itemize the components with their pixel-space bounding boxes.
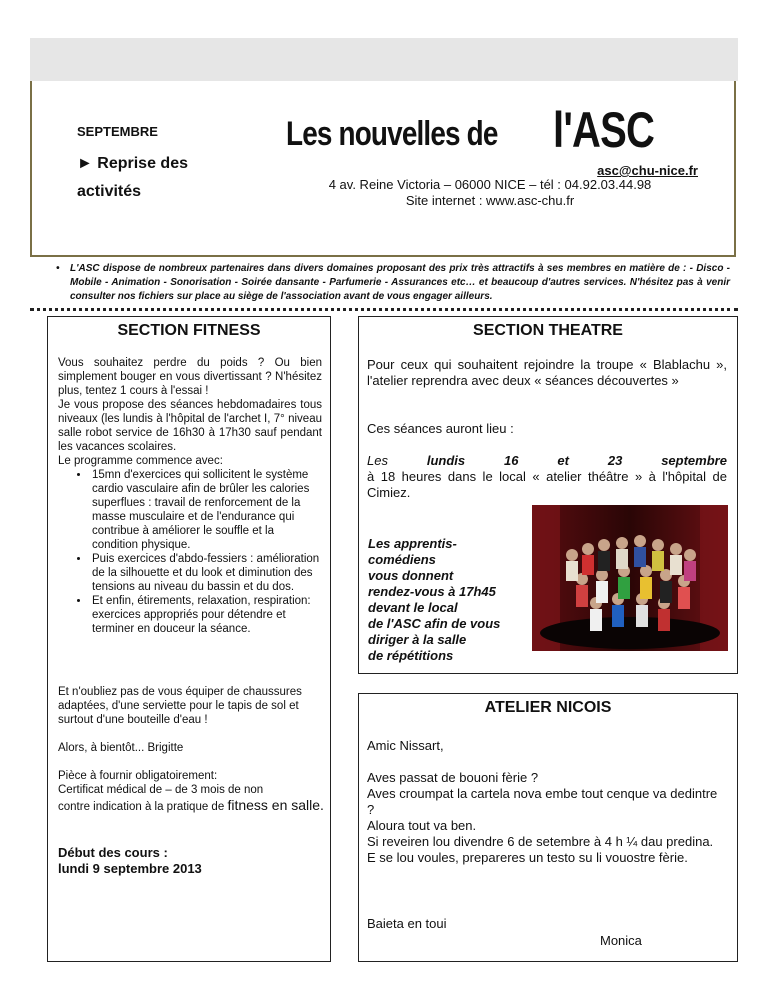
nicois-closing: Baieta en toui bbox=[367, 916, 447, 931]
dotted-divider bbox=[30, 308, 738, 311]
nicois-line: Aves passat de bouoni fèrie ? bbox=[367, 770, 539, 785]
nicois-greeting: Amic Nissart, bbox=[367, 738, 444, 753]
fitness-p3: Le programme commence avec: bbox=[58, 455, 223, 467]
documents-line-2a: contre indication à la pratique de bbox=[58, 801, 225, 813]
intro-text: L'ASC dispose de nombreux partenaires dans divers domaines proposant des prix très attractifs à ses membres en matière de : - Disco - Mobile - Animation - Sonorisation - Soirée dansante - Parfumerie - Assurances etc… et beaucoup d'autres services. N'hésitez pas à venir consulter nos fichiers sur place au siège de l'association avant de vous engager ailleurs. bbox=[70, 263, 730, 302]
nicois-line: Aves croumpat la cartela nova embe tout cenque va dedintre ? bbox=[367, 786, 718, 817]
fitness-p2: Je vous propose des séances hebdomadaires tous niveaux (les lundis à l'hôpital de l'archet I, 7° niveau salle robot service de 16h30 à 17h30 sauf pendant les vacances scolaires. bbox=[58, 399, 322, 453]
bullet-dot-icon: • bbox=[56, 263, 60, 274]
website-line: Site internet : www.asc-chu.fr bbox=[405, 193, 575, 208]
theatre-p1: Pour ceux qui souhaitent rejoindre la troupe « Blablachu », l'atelier reprendra avec deux « séances découvertes » bbox=[367, 357, 727, 388]
apprentis-line: de l'ASC afin de vous bbox=[368, 616, 501, 631]
contact-block bbox=[260, 177, 720, 209]
theatre-dates bbox=[367, 453, 727, 501]
fitness-documents bbox=[58, 769, 326, 814]
dates-word: lundis bbox=[426, 453, 466, 468]
list-item: • Et enfin, étirements, relaxation, respiration: exercices appropriés pour détendre et terminer en douceur la séance. bbox=[90, 594, 322, 636]
theatre-dates-line bbox=[367, 453, 727, 469]
email-link[interactable]: asc@chu-nice.fr bbox=[597, 163, 698, 178]
course-start-date: lundi 9 septembre 2013 bbox=[58, 861, 202, 876]
list-item: • 15mn d'exercices qui sollicitent le système cardio vasculaire afin de brûler les calories superflues : travail de renforcement de la masse musculaire et de l'endurance qui contribue à améliorer le souffle et la condition physique. bbox=[90, 468, 322, 552]
fitness-program-list bbox=[58, 468, 322, 636]
nicois-line: Aloura tout va ben. bbox=[367, 818, 477, 833]
nicois-body bbox=[367, 770, 727, 866]
apprentis-line: rendez-vous à 17h45 bbox=[368, 584, 496, 599]
newsletter-title-asc: l'ASC bbox=[553, 102, 655, 158]
course-start-label: Début des cours : bbox=[58, 845, 168, 860]
apprentis-line: Les apprentis- bbox=[368, 536, 457, 551]
troupe-photo-icon bbox=[532, 505, 728, 651]
course-start bbox=[58, 845, 202, 877]
documents-line-2b: fitness en salle. bbox=[227, 797, 324, 813]
fitness-p1: Vous souhaitez perdre du poids ? Ou bien simplement bouger en vous divertissant ? N'hésitez plus, tentez 1 cours à l'essai ! bbox=[58, 357, 322, 397]
intro-paragraph bbox=[56, 262, 730, 304]
newsletter-title: Les nouvelles de bbox=[286, 115, 498, 153]
apprentis-line: vous donnent bbox=[368, 568, 454, 583]
nicois-line: Si reveiren lou divendre 6 de setembre à 4 h ¼ dau predina. bbox=[367, 834, 714, 849]
fitness-title: SECTION FITNESS bbox=[117, 322, 261, 339]
address-line: 4 av. Reine Victoria – 06000 NICE – tél : 04.92.03.44.98 bbox=[328, 177, 652, 192]
fitness-body bbox=[58, 356, 322, 636]
documents-line: Certificat médical de – de 3 mois de non bbox=[58, 784, 264, 796]
nicois-title: ATELIER NICOIS bbox=[484, 699, 612, 716]
dates-word: septembre bbox=[661, 453, 727, 468]
fitness-equipment: Et n'oubliez pas de vous équiper de chaussures adaptées, d'une serviette pour le tapis de sol et surtout d'une bouteille d'eau ! bbox=[58, 686, 302, 726]
theatre-p2: Ces séances auront lieu : bbox=[367, 421, 514, 436]
documents-title: Pièce à fournir obligatoirement: bbox=[58, 770, 218, 782]
dates-word: Les bbox=[367, 453, 388, 468]
apprentis-line: devant le local bbox=[368, 600, 458, 615]
apprentis-line: de répétitions bbox=[368, 648, 454, 663]
list-item: • Puis exercices d'abdo-fessiers : amélioration de la silhouette et du look et diminution des tensions au niveau du bassin et du dos. bbox=[90, 552, 322, 594]
theatre-dates-detail: à 18 heures dans le local « atelier théâtre » à l'hôpital de Cimiez. bbox=[367, 469, 727, 500]
documents-line-2 bbox=[58, 797, 326, 814]
nicois-signature: Monica bbox=[600, 933, 642, 948]
apprentis-line: comédiens bbox=[368, 552, 436, 567]
theatre-title: SECTION THEATRE bbox=[473, 322, 623, 339]
apprentis-note bbox=[368, 536, 538, 664]
nicois-line: E se lou voules, prepareres un testo su li vouostre fèrie. bbox=[367, 850, 688, 865]
month-label: SEPTEMBRE bbox=[77, 124, 158, 139]
fitness-signoff: Alors, à bientôt... Brigitte bbox=[58, 742, 184, 754]
dates-word: 16 bbox=[504, 453, 519, 468]
theatre-troupe-photo bbox=[532, 505, 728, 651]
dates-word: 23 bbox=[607, 453, 623, 468]
dates-word: et bbox=[557, 453, 569, 468]
reprise-label: ► Reprise des activités bbox=[77, 155, 188, 200]
apprentis-line: diriger à la salle bbox=[368, 632, 467, 647]
header-top-bar bbox=[30, 38, 738, 81]
